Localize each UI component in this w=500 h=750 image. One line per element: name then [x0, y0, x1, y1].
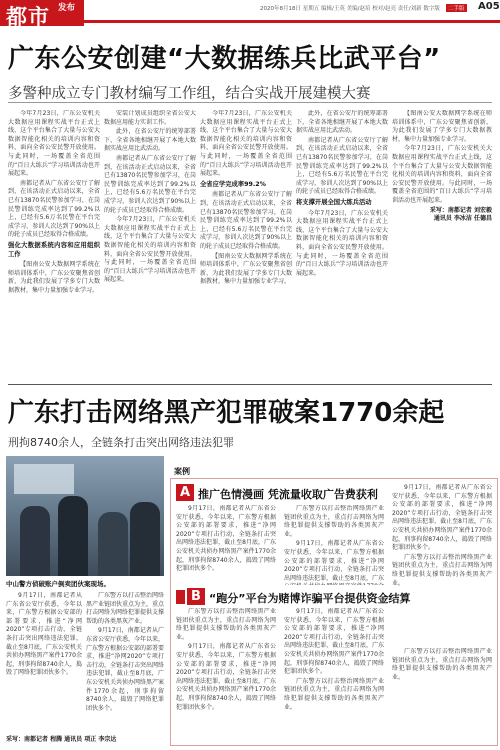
paragraph: 9月17日，南都记者从广东省公安厅获悉，今年以来，广东警方根据公安部的部署要求，推进“净网2020”专项打击行动，全链条打击突出网络违法犯罪，截止至8月底，广东公安机关共侦办网络黑产案件1770余起，刑事拘留8740余人，捣毁了网络犯罪团伙多个。: [392, 484, 492, 552]
article2-column-2: [86, 592, 164, 728]
paragraph: 今年7月23日，广东公安机关大数据应用课程实战平台正式上线，这个平台集合了大量与公安大数据智能化相关的培训内容和资料，面向全省公安民警开放使用。与此同时，一场覆盖全省范围的“百日大练兵”学习培训活动也开展起来。: [200, 110, 292, 178]
paragraph: 【图南公安大数据网学系统在师培训体系中，广东公安聚焦省创新，为此我们发展了学多专门大数据教材，集中力量加强专业学习。: [8, 261, 100, 294]
paragraph: 广东警方以打击整治网络黑产业链团伙重点为主，重点打击网络为网络犯罪提供支撑帮助的各类黑灰产业。: [392, 648, 492, 681]
paragraph: 【图南公安大数据网学系统在师培训体系中，广东公安聚焦省创新，为此我们发展了学多专门大数据教材，集中力量加强专业学习。: [392, 110, 492, 143]
paragraph: 广东警方以打击整治网络黑产业链团伙重点为主，重点打击网络为网络犯罪提供支撑帮助的各类黑灰产业。: [392, 553, 492, 587]
case-b-column-3: [392, 648, 492, 740]
case-a-badge: A: [176, 484, 194, 501]
paragraph: 广东警方以打击整治网络黑产业链团伙重点为主，重点打击网络为网络犯罪提供支撑帮助的各类黑灰产业。: [284, 677, 384, 711]
edition-badge: 二手版: [448, 6, 465, 12]
article1-subheading: 强化大数据系统内容和应用组织工作: [8, 241, 100, 258]
paragraph: 9月17日，南都记者从广东省公安厅获悉，今年以来，广东警方根据公安部的部署要求，推进“净网2020”专项打击行动，全链条打击突出网络违法犯罪，截止至8月底，广东公安机关共侦办网络黑产案件1770余起，刑事拘留8740余人，捣毁了网络犯罪团伙多个。: [86, 627, 164, 712]
article1-column-4: [296, 110, 388, 380]
article2-subhead: 刑拘8740余人，全链条打击突出网络违法犯罪: [8, 436, 234, 449]
article2-headline: 广东打击网络黑产犯罪破案1770余起: [8, 398, 445, 428]
article2-byline: 采写：南都记者 程腾 通讯员 项正 李宗达: [6, 736, 117, 743]
paragraph: 安装计划成员组织全省公安大数据应用能力实训工作。: [104, 110, 196, 126]
case-b-column-2: [284, 608, 384, 740]
article1-headline: 广东公安创建“大数据练兵比武平台”: [8, 44, 441, 74]
paragraph: 广东警方以打击整治网络黑产业链团伙重点为主，重点打击网络为网络犯罪提供支撑帮助的各类黑灰产业。: [176, 608, 276, 641]
paragraph: 广东警方以打击整治网络黑产业链团伙重点为主，重点打击网络为网络犯罪提供支撑帮助的各类黑灰产业。: [284, 505, 384, 538]
case-b-badge: B: [187, 588, 205, 605]
article1-column-3: [200, 110, 292, 380]
paragraph: 南都记者从广东省公安厅了解到，在该活动正式启动以来，全省已有13870名民警参加学习，在岗民警训练完成率达到了99.2%以上，已经有5.6万名民警在平台完成学习，参训人次达到了90%以上的轮子成员已经取得合格成绩。: [200, 191, 292, 250]
divider: [8, 102, 492, 103]
photo-person: [20, 506, 50, 576]
case-label: 案例: [174, 467, 190, 476]
section-subtitle: 发布: [58, 3, 76, 13]
article1-subheading: 全省应学完成率99.2%: [200, 180, 266, 188]
case-b-title: “跑分”平台为赌博诈骗平台提供资金结算: [209, 592, 411, 605]
paragraph: 此外，在省公安厅的统筹部署下，全省各地相继开展了本地大数据实战应用比武活动。: [296, 110, 388, 135]
case-b-column-1: [176, 608, 276, 740]
paragraph: 【图南公安大数据网学系统在师培训体系中，广东公安聚焦省创新，为此我们发展了学多专门大数据教材，集中力量加强专业学习。: [200, 252, 292, 286]
photo-person: [130, 502, 160, 576]
article1-subhead: 多警种成立专门教材编写工作组，结合实战开展建模大赛: [8, 86, 371, 102]
case-a-title: 推广色情漫画 凭流量收取广告费获利: [198, 488, 378, 501]
article1-column-5: [392, 110, 492, 380]
paragraph: 南都记者从广东省公安厅了解到，在该活动正式启动以来，全省已有13870名民警参加学习，在岗民警训练完成率达到了99.2%以上，已经有5.6万名民警在平台完成学习，参训人次达到了90%以上的轮子成员已经取得合格成绩。: [104, 154, 196, 214]
section-divider: [8, 384, 492, 385]
section-block: [0, 0, 84, 29]
article1-column-1: [8, 110, 100, 380]
byline: 采写：南都记者 刘宏毅: [429, 206, 492, 214]
case-b-marker: [176, 590, 185, 604]
paragraph: 南都记者从广东省公安厅了解到，在该活动正式启动以来，全省已有13870名民警参加学习，在岗民警训练完成率达到了99.2%以上，已经有5.6万名民警在平台完成学习，参训人次达到了90%以上的轮子成员已经取得合格成绩。: [8, 179, 100, 239]
case-a-column-3: [392, 484, 492, 644]
paragraph: 今年7月23日，广东公安机关大数据应用课程实战平台正式上线，这个平台集合了大量与公安大数据智能化相关的培训内容和资料，面向全省公安民警开放使用。与此同时，一场覆盖全省范围的“百日大练兵”学习培训活动也开展起来。: [8, 110, 100, 178]
case-a-column-1: [176, 505, 276, 585]
masthead: [0, 0, 500, 29]
article2-column-1: [6, 592, 82, 740]
photo-screen: [14, 464, 74, 494]
paragraph: 今年7月23日，广东公安机关大数据应用课程实战平台正式上线，这个平台集合了大量与公安大数据智能化相关的培训内容和资料，面向全省公安民警开放使用。与此同时，一场覆盖全省范围的“百日大练兵”学习培训活动也开展起来。: [296, 209, 388, 277]
paragraph: 南都记者从广东省公安厅了解到，在该活动正式启动以来，全省已有13870名民警参加学习，在岗民警训练完成率达到了99.2%以上，已经有5.6万名民警在平台完成学习，参训人次达到了90%以上的轮子成员已经取得合格成绩。: [296, 136, 388, 196]
photo-person: [58, 496, 88, 576]
paragraph: 9月17日，南都记者从广东省公安厅获悉，今年以来，广东警方根据公安部的部署要求，推进“净网2020”专项打击行动，全链条打击突出网络违法犯罪，截止至8月底，广东公安机关共侦办网络黑产案件1770余起，刑事拘留8740余人，捣毁了网络犯罪团伙多个。: [284, 608, 384, 676]
paragraph: 今年7月23日，广东公安机关大数据应用课程实战平台正式上线，这个平台集合了大量与公安大数据智能化相关的培训内容和资料，面向全省公安民警开放使用。与此同时，一场覆盖全省范围的“百日大练兵”学习培训活动也开展起来。: [392, 145, 492, 204]
photo-caption: 中山警方侦破账户倒卖团伙案现场。: [6, 580, 110, 588]
news-photo: [6, 456, 164, 576]
masthead-rule: [84, 20, 500, 23]
issue-info: 2020年8月18日 星期五 编辑/王英 美编/赵培 校对/赵亮 责任/刘新 数字版: [260, 6, 440, 12]
section-title: 都市: [6, 5, 50, 29]
article1-column-2: [104, 110, 196, 380]
byline: 通讯员 李冰洁 任德昌: [433, 215, 492, 223]
paragraph: 9月17日，南都记者从广东省公安厅获悉，今年以来，广东警方根据公安部的部署要求，推进“净网2020”专项打击行动，全链条打击突出网络违法犯罪，截止至8月底，广东公安机关共侦办网络黑产案件1770余起，刑事拘留8740余人，捣毁了网络犯罪团伙多个。: [176, 505, 276, 573]
page-number: A05: [478, 1, 500, 12]
paragraph: 9月17日，南都记者从广东省公安厅获悉，今年以来，广东警方根据公安部的部署要求，推进“净网2020”专项打击行动，全链条打击突出网络违法犯罪，截止至8月底，广东公安机关共侦办网络黑产案件1770余起，刑事拘留8740余人，捣毁了网络犯罪团伙多个。: [176, 643, 276, 711]
paragraph: 今年7月23日，广东公安机关大数据应用课程实战平台正式上线，这个平台集合了大量与公安大数据智能化相关的培训内容和资料，面向全省公安民警开放使用。与此同时，一场覆盖全省范围的“百日大练兵”学习培训活动也开展起来。: [104, 216, 196, 284]
article1-subheading: 将支撑开展全国大练兵活动: [296, 198, 372, 206]
photo-person: [98, 512, 128, 576]
paragraph: 广东警方以打击整治网络黑产业链团伙重点为主，重点打击网络为网络犯罪提供支撑帮助的各类黑灰产业。: [86, 592, 164, 625]
case-a-column-2: [284, 505, 384, 585]
paragraph: 此外，在省公安厅的统筹部署下，全省各地相继开展了本地大数据实战应用比武活动。: [104, 128, 196, 153]
paragraph: 9月17日，南都记者从广东省公安厅获悉，今年以来，广东警方根据公安部的部署要求，推进“净网2020”专项打击行动，全链条打击突出网络违法犯罪，截止至8月底，广东: [284, 540, 384, 582]
paragraph: 9月17日，南都记者从广东省公安厅获悉，今年以来，广东警方根据公安部的部署要求，推进“净网2020”专项打击行动，全链条打击突出网络违法犯罪，截止至8月底，广东公安机关共侦办网络黑产案件1770余起，刑事拘留8740余人，捣毁了网络犯罪团伙多个。: [6, 592, 82, 677]
